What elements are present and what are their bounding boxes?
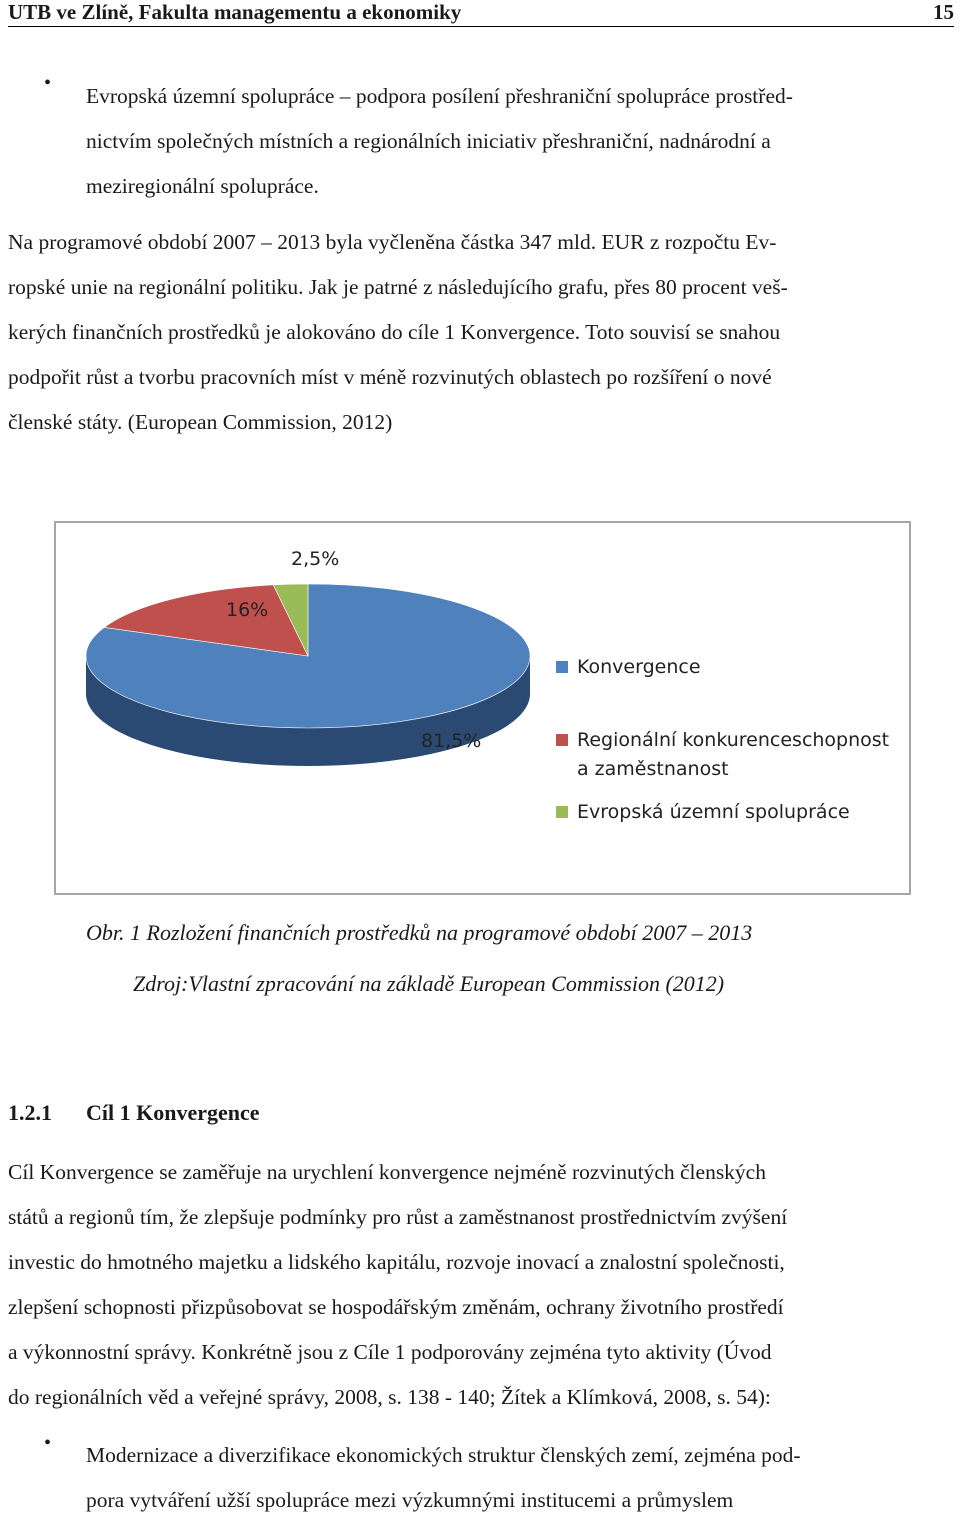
- legend-label-2: Evropská územní spolupráce: [577, 801, 850, 823]
- header-title: UTB ve Zlíně, Fakulta managementu a ekonomiky: [8, 0, 462, 24]
- legend-label-1: a zaměstnanost: [577, 758, 729, 780]
- pie-data-label-1: 16%: [226, 599, 269, 621]
- pie-data-label-0: 81,5%: [421, 730, 482, 752]
- text-line: Cíl Konvergence se zaměřuje na urychlení konvergence nejméně rozvinutých členských: [8, 1160, 766, 1184]
- text-line: podpořit růst a tvorbu pracovních míst v méně rozvinutých oblastech po rozšíření o nové: [8, 365, 772, 389]
- text-line: členské státy. (European Commission, 2012): [8, 410, 393, 434]
- page-header: [8, 0, 954, 27]
- text-line: nictvím společných místních a regionálních iniciativ přeshraniční, nadnárodní a: [86, 129, 771, 153]
- pie-chart: [54, 521, 911, 895]
- top-bullet-text: [86, 74, 954, 209]
- legend-label-0: Konvergence: [577, 656, 701, 678]
- section-title: Cíl 1 Konvergence: [86, 1100, 260, 1125]
- legend-swatch-2: [556, 806, 568, 818]
- text-line: kerých finančních prostředků je alokováno do cíle 1 Konvergence. Toto souvisí se snahou: [8, 320, 781, 344]
- pie-data-label-2: 2,5%: [291, 548, 340, 570]
- paragraph-1: [8, 220, 954, 445]
- figure-source: Zdroj:Vlastní zpracování na základě European Commission (2012): [133, 971, 725, 996]
- text-line: investic do hmotného majetku a lidského kapitálu, rozvoje inovací a znalostní společnosti,: [8, 1250, 785, 1274]
- bottom-bullet-text: [86, 1433, 954, 1523]
- text-line: ropské unie na regionální politiku. Jak je patrné z následujícího grafu, přes 80 procent veš-: [8, 275, 788, 299]
- text-line: Na programové období 2007 – 2013 byla vyčleněna částka 347 mld. EUR z rozpočtu Ev-: [8, 230, 777, 254]
- paragraph-2: [8, 1150, 954, 1420]
- pie-chart-svg: [56, 523, 909, 893]
- text-line: Evropská územní spolupráce – podpora posílení přeshraniční spolupráce prostřed-: [86, 84, 793, 108]
- bullet-symbol: •: [44, 1432, 52, 1454]
- bullet-symbol: •: [44, 72, 52, 94]
- text-line: států a regionů tím, že zlepšuje podmínky pro růst a zaměstnanost prostřednictvím zvýšení: [8, 1205, 788, 1229]
- text-line: meziregionální spolupráce.: [86, 174, 319, 198]
- legend-swatch-1: [556, 734, 568, 746]
- text-line: do regionálních věd a veřejné správy, 2008, s. 138 - 140; Žítek a Klímková, 2008, s. 54):: [8, 1385, 771, 1409]
- legend-swatch-0: [556, 661, 568, 673]
- figure-caption: Obr. 1 Rozložení finančních prostředků na programové období 2007 – 2013: [86, 920, 753, 945]
- page-number: 15: [933, 0, 954, 24]
- text-line: a výkonnostní správy. Konkrétně jsou z Cíle 1 podporovány zejména tyto aktivity (Úvod: [8, 1340, 772, 1364]
- text-line: Modernizace a diverzifikace ekonomických struktur členských zemí, zejména pod-: [86, 1443, 801, 1467]
- text-line: zlepšení schopnosti přizpůsobovat se hospodářským změnám, ochrany životního prostředí: [8, 1295, 784, 1319]
- text-line: pora vytváření užší spolupráce mezi výzkumnými institucemi a průmyslem: [86, 1488, 734, 1512]
- legend-label-1: Regionální konkurenceschopnost: [577, 729, 890, 751]
- section-number: 1.2.1: [8, 1100, 52, 1125]
